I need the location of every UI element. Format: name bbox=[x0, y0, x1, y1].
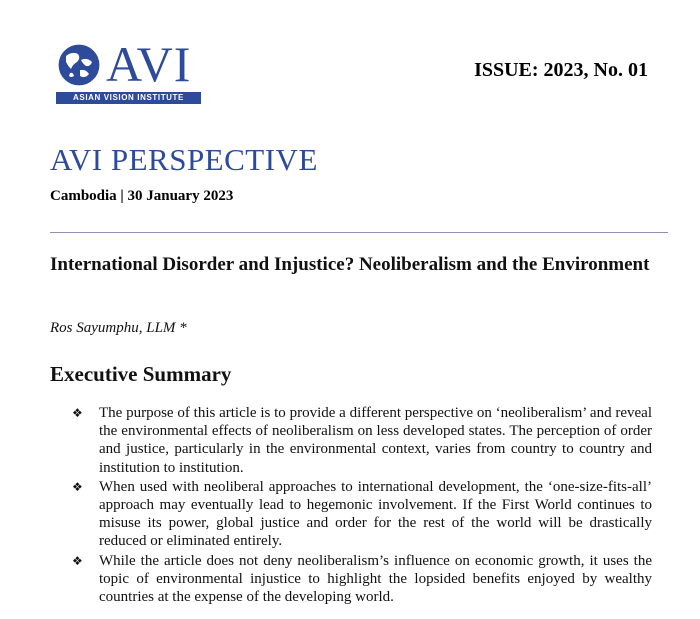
diamond-bullet-icon: ❖ bbox=[72, 479, 83, 494]
globe-icon bbox=[56, 42, 102, 88]
list-item bbox=[72, 404, 652, 477]
bullet-text: The purpose of this article is to provide a different perspective on ‘neoliberalism’ and reveal the environmental effects of neoliberalism on less developed states. The perception of order and justice, particularly in the environmental context, varies from country to country and institution to institution. bbox=[99, 405, 652, 476]
article-title: International Disorder and Injustice? Neoliberalism and the Environment bbox=[50, 254, 650, 275]
avi-logo bbox=[56, 36, 206, 108]
logo-subtitle: ASIAN VISION INSTITUTE bbox=[56, 92, 201, 104]
issue-number: ISSUE: 2023, No. 01 bbox=[474, 59, 648, 81]
author: Ros Sayumphu, LLM * bbox=[50, 320, 187, 336]
diamond-bullet-icon: ❖ bbox=[72, 553, 83, 568]
section-heading: Executive Summary bbox=[50, 362, 232, 386]
bullet-text: When used with neoliberal approaches to international development, the ‘one-size-fits-all’ approach may eventually lead to hegemonic involvement. If the First World continues to misuse its power, global justice and order for the rest of the world will be drastically reduced or eliminated entirely. bbox=[99, 478, 652, 550]
divider bbox=[50, 232, 668, 233]
dateline: Cambodia | 30 January 2023 bbox=[50, 188, 234, 204]
summary-list bbox=[72, 404, 652, 607]
diamond-bullet-icon: ❖ bbox=[72, 406, 83, 420]
page-title: AVI PERSPECTIVE bbox=[50, 142, 318, 177]
list-item bbox=[72, 552, 652, 607]
bullet-text: While the article does not deny neoliberalism’s influence on economic growth, it uses the topic of environmental injustice to highlight the lopsided benefits enjoyed by wealthy countries at the expense of the developing world. bbox=[99, 552, 652, 606]
list-item bbox=[72, 478, 652, 551]
logo-wordmark: AVI bbox=[106, 36, 192, 92]
